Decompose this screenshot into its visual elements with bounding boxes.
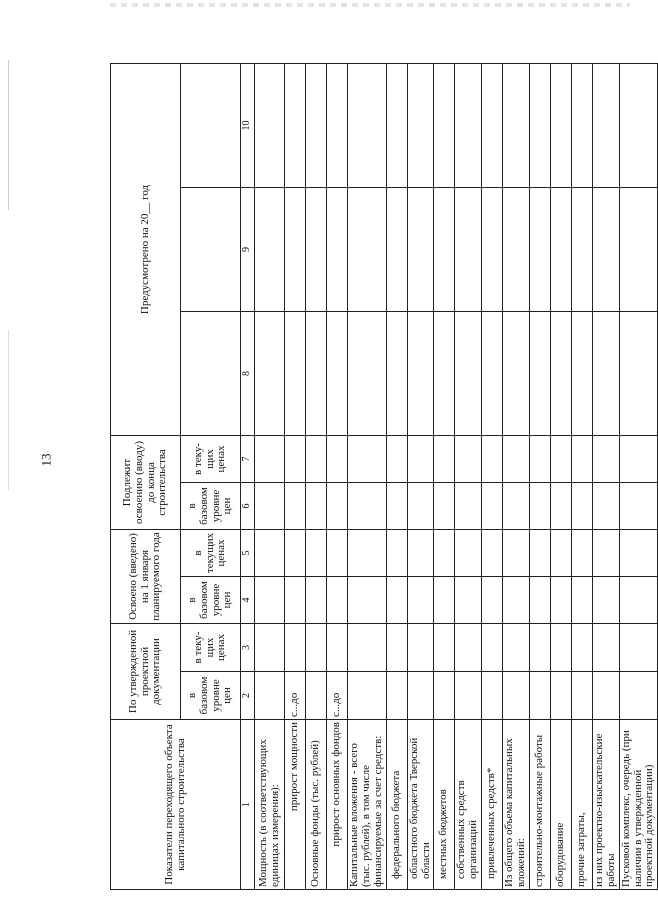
cell-value: [482, 529, 503, 576]
cell-value: [285, 529, 306, 576]
cell-value: [529, 672, 550, 720]
row-label: областного бюджета Тверской области: [407, 720, 434, 890]
table-row: [503, 63, 530, 889]
cell-value: [386, 311, 407, 435]
subheader-empty: [181, 63, 241, 187]
cell-value: [571, 311, 592, 435]
cell-value: [482, 672, 503, 720]
row-label: прочие затраты,: [571, 720, 592, 890]
cell-value: [503, 576, 530, 623]
cell-value: [592, 672, 619, 720]
cell-value: [455, 482, 482, 529]
subheader-empty: [181, 187, 241, 311]
cell-value: [571, 187, 592, 311]
cell-value: [592, 187, 619, 311]
cell-value: [285, 187, 306, 311]
header-group-mastered: Освоено (введено) на 1 января планируемого года: [111, 529, 181, 623]
cell-value: [348, 311, 387, 435]
cell-value: [434, 311, 455, 435]
subheader-base-prices: в базовом уровне цен: [181, 672, 241, 720]
column-number: 3: [241, 623, 255, 671]
subheader-current-prices: в теку-щих ценах: [181, 435, 241, 482]
cell-value: [571, 672, 592, 720]
cell-value: [529, 63, 550, 187]
column-number: 6: [241, 482, 255, 529]
cell-value: [550, 435, 571, 482]
cell-value: [386, 623, 407, 671]
cell-value: [407, 623, 434, 671]
cell-value: [455, 435, 482, 482]
cell-value: [455, 576, 482, 623]
cell-value: [550, 63, 571, 187]
page-number: 13: [38, 453, 54, 467]
cell-value: [571, 482, 592, 529]
cell-value: [503, 435, 530, 482]
cell-value: [503, 187, 530, 311]
cell-value: [327, 435, 348, 482]
cell-value: [529, 187, 550, 311]
cell-value: [503, 63, 530, 187]
cell-value: [285, 311, 306, 435]
header-group-approved: По утвержденной проектной документации: [111, 623, 181, 719]
cell-value: [529, 311, 550, 435]
row-label: Основные фонды (тыс. рублей): [306, 720, 327, 890]
cell-value: [327, 529, 348, 576]
cell-value: [327, 187, 348, 311]
cell-value: [592, 482, 619, 529]
table-row: [592, 63, 619, 889]
rotated-table-container: [110, 64, 656, 890]
cell-value: [434, 187, 455, 311]
cell-value: [619, 63, 658, 187]
cell-value: [503, 482, 530, 529]
cell-value: [455, 311, 482, 435]
cell-value: [407, 435, 434, 482]
cell-value: [255, 672, 285, 720]
cell-value: [434, 63, 455, 187]
cell-value: [255, 482, 285, 529]
cell-value: [434, 576, 455, 623]
subheader-base-prices: в базовом уровне цен: [181, 576, 241, 623]
cell-value: [482, 311, 503, 435]
cell-value: [306, 672, 327, 720]
cell-value: [285, 623, 306, 671]
cell-value: [571, 63, 592, 187]
cell-value: [285, 435, 306, 482]
cell-value: [348, 672, 387, 720]
cell-value: [386, 187, 407, 311]
cell-value: [592, 576, 619, 623]
scan-noise-top: [110, 3, 630, 7]
cell-value: [482, 435, 503, 482]
subheader-base-prices: в базовом уровне цен: [181, 482, 241, 529]
cell-value: [348, 529, 387, 576]
table-row: [407, 63, 434, 889]
cell-value: [619, 576, 658, 623]
cell-value: [306, 435, 327, 482]
cell-value: [255, 529, 285, 576]
cell-value: [592, 529, 619, 576]
cell-value: [306, 623, 327, 671]
cell-value: [434, 672, 455, 720]
cell-value: [407, 482, 434, 529]
cell-value: [255, 187, 285, 311]
row-label: прирост мощности: [285, 720, 306, 890]
cell-value: [482, 187, 503, 311]
cell-value: [434, 482, 455, 529]
table-row: [434, 63, 455, 889]
cell-value: [327, 576, 348, 623]
cell-value: [255, 623, 285, 671]
cell-value: [348, 623, 387, 671]
subheader-empty: [181, 311, 241, 435]
cell-value: [348, 63, 387, 187]
cell-value: [529, 482, 550, 529]
cell-value: [529, 435, 550, 482]
table-row: [348, 63, 387, 889]
column-number: 8: [241, 311, 255, 435]
column-number: 5: [241, 529, 255, 576]
cell-value: [255, 576, 285, 623]
row-label: собственных средств организаций: [455, 720, 482, 890]
row-label: федерального бюджета: [386, 720, 407, 890]
cell-value: [529, 576, 550, 623]
table-row: [571, 63, 592, 889]
cell-value: [592, 435, 619, 482]
capital-construction-table: [110, 63, 658, 890]
cell-value: [503, 623, 530, 671]
cell-value: [592, 623, 619, 671]
cell-value: [407, 311, 434, 435]
cell-value: [619, 672, 658, 720]
cell-value: [327, 623, 348, 671]
table-row: [455, 63, 482, 889]
cell-value: [503, 311, 530, 435]
subheader-current-prices: в теку-щих ценах: [181, 623, 241, 671]
cell-value: [386, 435, 407, 482]
row-label: прирост основных фондов: [327, 720, 348, 890]
cell-value: [619, 529, 658, 576]
scan-edge-mark: [8, 330, 9, 490]
cell-value: [434, 435, 455, 482]
column-number: 4: [241, 576, 255, 623]
cell-value: [386, 529, 407, 576]
cell-value: [255, 311, 285, 435]
cell-value: [327, 482, 348, 529]
cell-value: [455, 187, 482, 311]
row-label: Пусковой комплекс, очередь (при наличии в утвержденной проектной документации): [619, 720, 658, 890]
header-indicator: Показатели переходящего объекта капитального строительства: [111, 720, 241, 890]
cell-value: [348, 435, 387, 482]
row-label: Капитальные вложения - всего (тыс. рублей), в том числе финансируемые за счет средств:: [348, 720, 387, 890]
cell-value: [503, 672, 530, 720]
cell-value: [348, 576, 387, 623]
column-number: 2: [241, 672, 255, 720]
cell-value: [255, 63, 285, 187]
cell-value: [407, 187, 434, 311]
cell-value: [482, 623, 503, 671]
cell-value: [571, 623, 592, 671]
cell-value: [407, 672, 434, 720]
scan-edge-mark: [8, 60, 9, 210]
cell-value: [386, 576, 407, 623]
table-row: [327, 63, 348, 889]
column-number: 10: [241, 63, 255, 187]
cell-value: [407, 529, 434, 576]
row-label: строительно-монтажные работы: [529, 720, 550, 890]
table-row: [482, 63, 503, 889]
column-number: 7: [241, 435, 255, 482]
header-group-planned: Предусмотрено на 20__ год: [111, 63, 181, 435]
row-label: оборудование: [550, 720, 571, 890]
cell-value: [529, 623, 550, 671]
header-group-remaining: Подлежит освоению (вводу) до конца строительства: [111, 435, 181, 529]
cell-value: [482, 576, 503, 623]
cell-value: [348, 482, 387, 529]
cell-value: [386, 672, 407, 720]
cell-value: [619, 623, 658, 671]
cell-value: [327, 63, 348, 187]
cell-value: [455, 672, 482, 720]
table-row: [550, 63, 571, 889]
cell-value: [327, 311, 348, 435]
cell-value: [550, 576, 571, 623]
cell-value: [455, 63, 482, 187]
cell-value: [285, 576, 306, 623]
cell-value: [306, 187, 327, 311]
cell-value: [550, 187, 571, 311]
table-row: [529, 63, 550, 889]
cell-value: [407, 63, 434, 187]
cell-value: [592, 63, 619, 187]
cell-value: [386, 482, 407, 529]
table-row: [619, 63, 658, 889]
cell-value: [619, 187, 658, 311]
cell-value: [434, 529, 455, 576]
cell-value: [550, 672, 571, 720]
column-number: 9: [241, 187, 255, 311]
row-label: Из общего объема капитальных вложений:: [503, 720, 530, 890]
column-number: 1: [241, 720, 255, 890]
cell-value: с...до: [327, 672, 348, 720]
table-row: [285, 63, 306, 889]
cell-value: [306, 576, 327, 623]
cell-value: [550, 623, 571, 671]
cell-value: [255, 435, 285, 482]
cell-value: [348, 187, 387, 311]
cell-value: [571, 576, 592, 623]
cell-value: [407, 576, 434, 623]
row-label: из них проектно-изыскательские работы: [592, 720, 619, 890]
cell-value: [306, 482, 327, 529]
cell-value: [306, 529, 327, 576]
cell-value: [434, 623, 455, 671]
cell-value: [482, 482, 503, 529]
cell-value: [455, 623, 482, 671]
cell-value: [285, 63, 306, 187]
cell-value: [386, 63, 407, 187]
row-label: местных бюджетов: [434, 720, 455, 890]
cell-value: [571, 435, 592, 482]
subheader-current-prices: в текущих ценах: [181, 529, 241, 576]
cell-value: [619, 311, 658, 435]
cell-value: [285, 482, 306, 529]
cell-value: [306, 311, 327, 435]
cell-value: [529, 529, 550, 576]
cell-value: [455, 529, 482, 576]
row-label: Мощность (в соответствующих единицах измерения):: [255, 720, 285, 890]
cell-value: [571, 529, 592, 576]
table-row: [386, 63, 407, 889]
cell-value: [592, 311, 619, 435]
cell-value: [550, 529, 571, 576]
cell-value: [482, 63, 503, 187]
cell-value: с...до: [285, 672, 306, 720]
table-row: [306, 63, 327, 889]
cell-value: [550, 482, 571, 529]
cell-value: [550, 311, 571, 435]
cell-value: [306, 63, 327, 187]
cell-value: [619, 482, 658, 529]
table-row: [255, 63, 285, 889]
row-label: привлеченных средств*: [482, 720, 503, 890]
cell-value: [503, 529, 530, 576]
cell-value: [619, 435, 658, 482]
